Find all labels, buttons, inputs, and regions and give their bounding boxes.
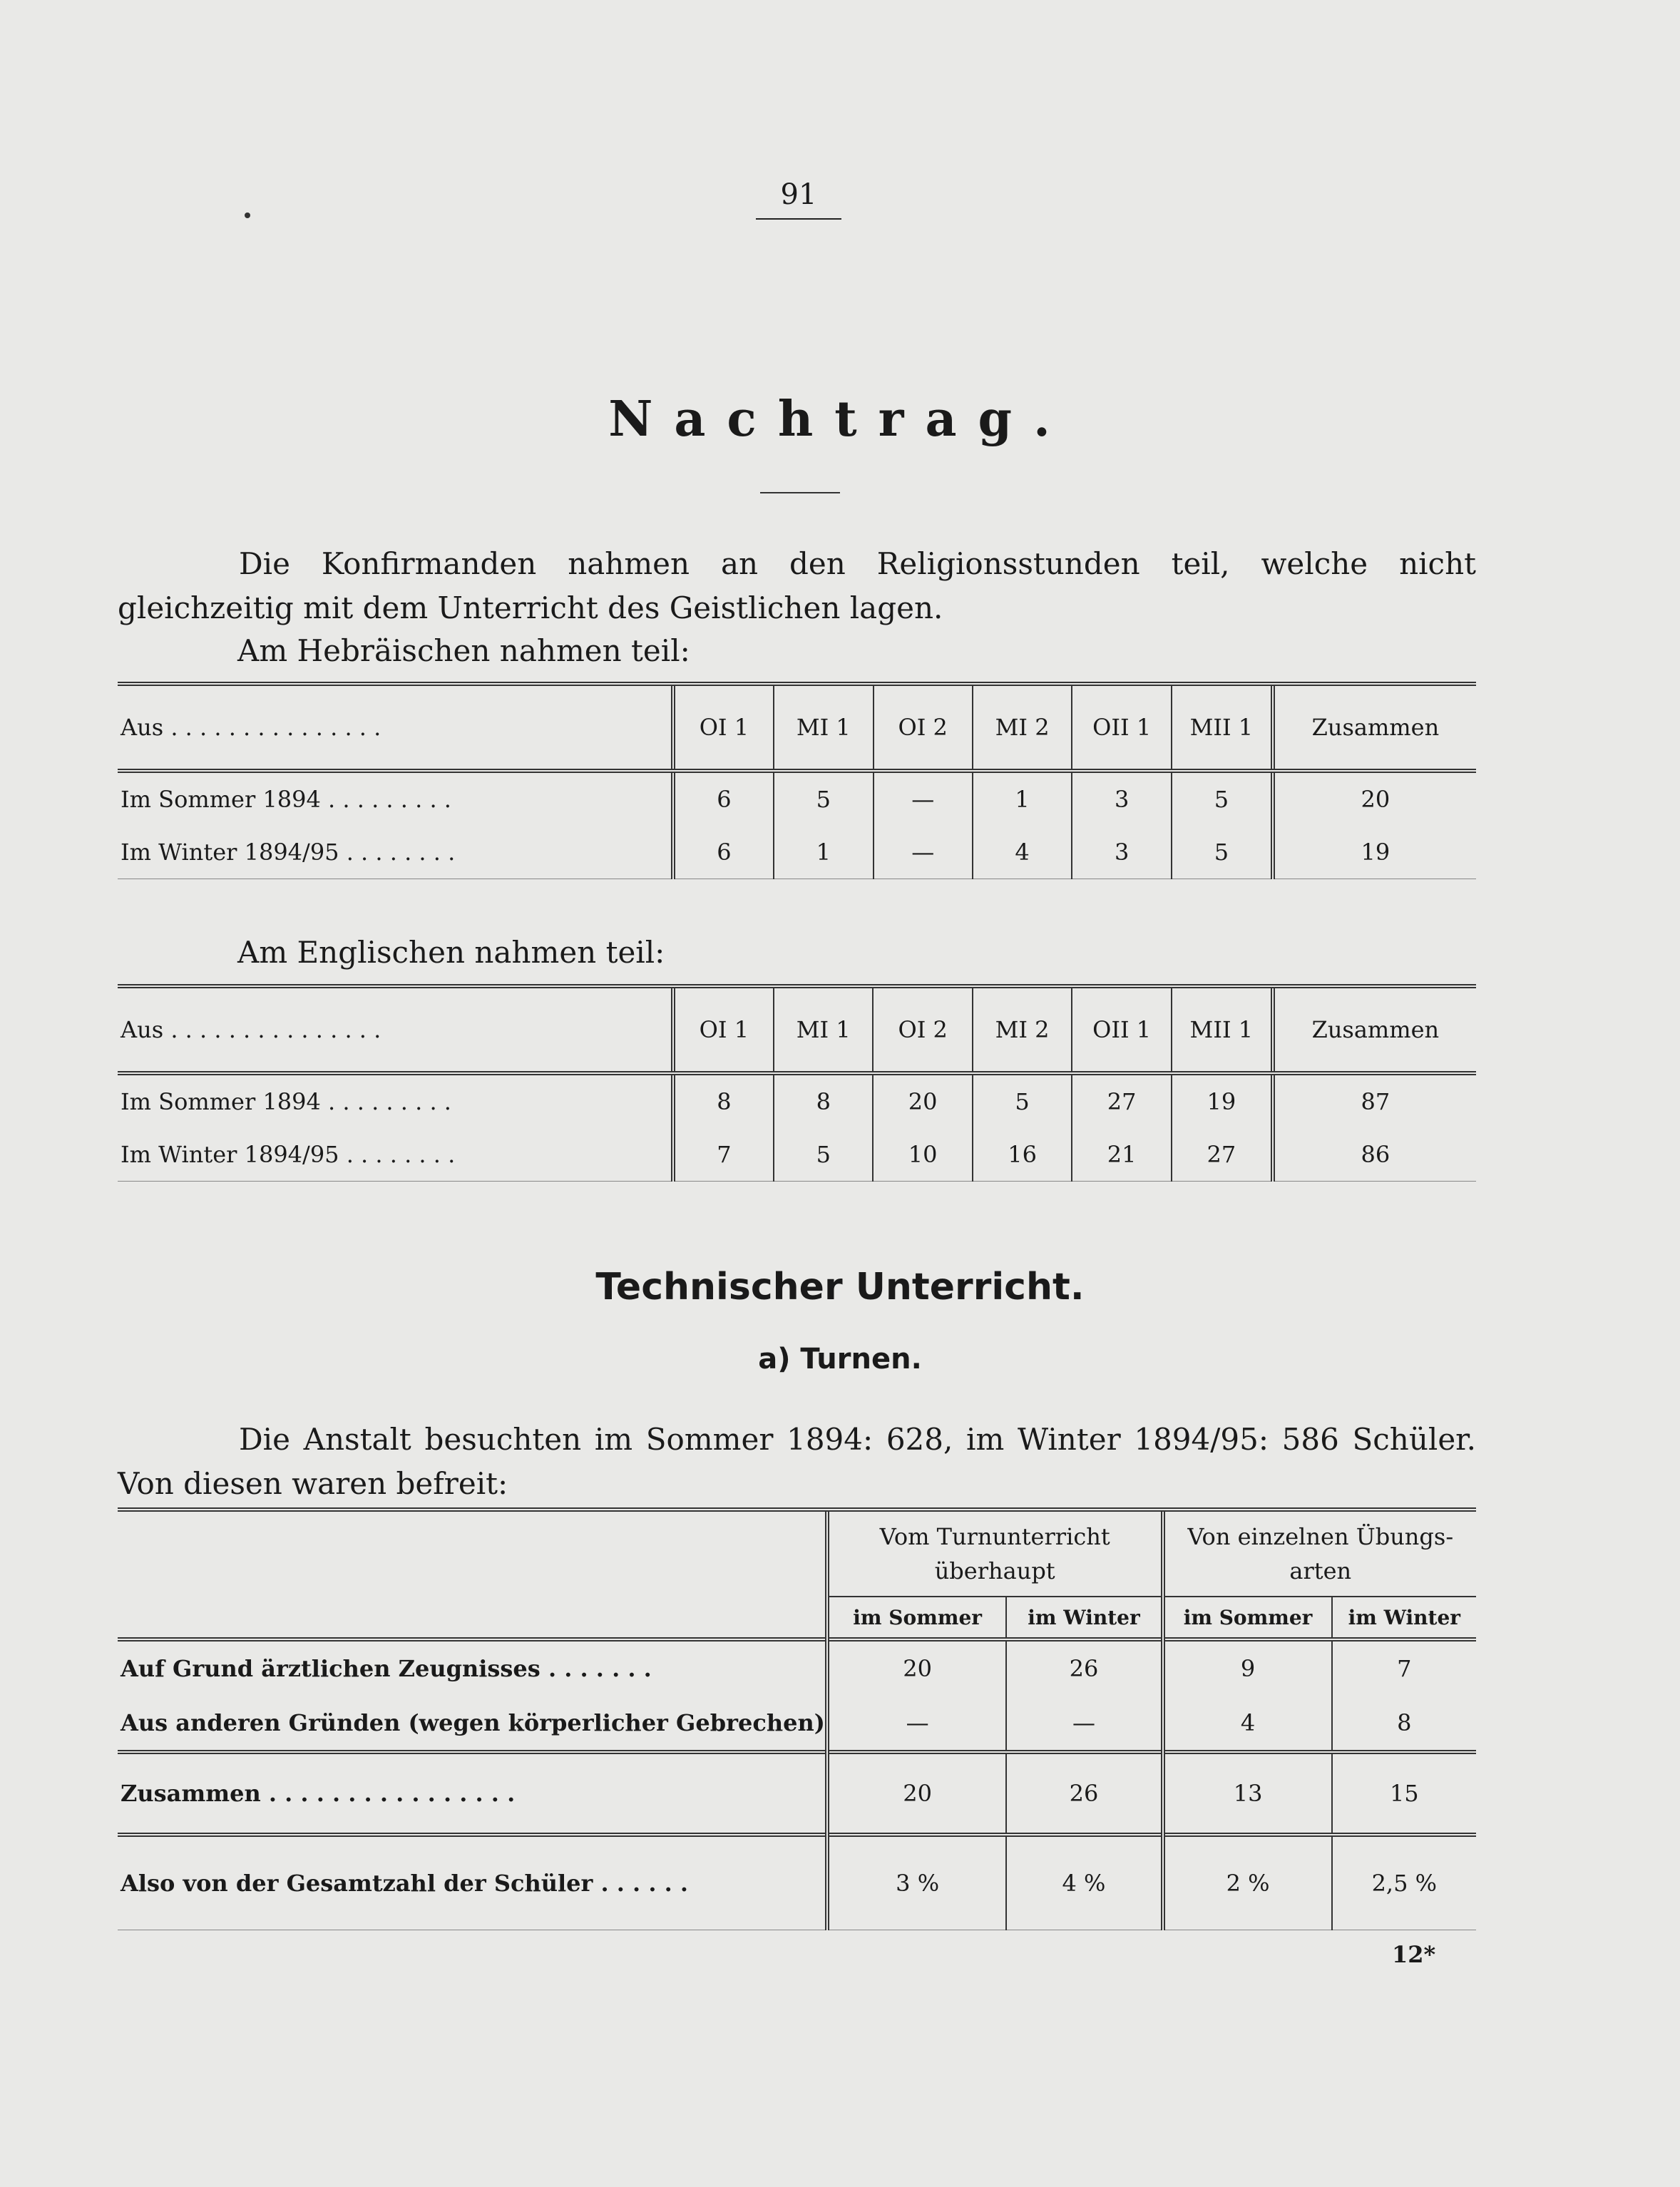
- table-cell: 3 %: [827, 1835, 1007, 1930]
- table-row: [118, 1128, 1476, 1182]
- table-cell: 6: [673, 771, 774, 826]
- table-cell: 13: [1163, 1752, 1332, 1835]
- table-cell: 19: [1172, 1073, 1273, 1128]
- row-label: Im Winter 1894/95 . . . . . . . .: [118, 1128, 673, 1182]
- table-cell: 4 %: [1006, 1835, 1162, 1930]
- table-row: [118, 771, 1476, 826]
- row-label: Aus anderen Gründen (wegen körperlicher Gebrechen): [121, 1709, 825, 1736]
- table-row: [118, 1696, 1476, 1752]
- row-label: Auf Grund ärztlichen Zeugnisses . . . . . . .: [118, 1639, 827, 1696]
- hebrew-table: [118, 682, 1476, 879]
- column-header: OI 1: [673, 684, 774, 771]
- row-label: Aus . . . . . . . . . . . . . . .: [118, 986, 673, 1073]
- table-cell: 1: [774, 826, 873, 879]
- table-cell-total: 20: [1273, 771, 1476, 826]
- column-header: MI 1: [774, 684, 873, 771]
- column-header-total: Zusammen: [1273, 684, 1476, 771]
- intro-paragraph: Die Konfirmanden nahmen an den Religionsstunden teil, welche nicht gleichzeitig mit dem Unterricht des Geistlichen lagen.: [118, 546, 1476, 625]
- table-cell: 20: [827, 1639, 1007, 1696]
- table-cell: 5: [774, 771, 873, 826]
- table-row: [118, 1073, 1476, 1128]
- attendance-paragraph: Die Anstalt besuchten im Sommer 1894: 628, im Winter 1894/95: 586 Schüler. Von diesen waren befreit:: [118, 1422, 1476, 1501]
- table-cell: —: [874, 826, 973, 879]
- table-cell: 7: [673, 1128, 774, 1182]
- table-total-row: [118, 1752, 1476, 1835]
- table-cell: 6: [673, 826, 774, 879]
- table-cell: 27: [1172, 1128, 1273, 1182]
- english-caption: Am Englischen nahmen teil:: [237, 935, 665, 970]
- table-cell: 4: [1163, 1696, 1332, 1752]
- signature-mark: 12*: [1392, 1941, 1436, 1968]
- column-header: MII 1: [1172, 684, 1273, 771]
- page-number-rule: [756, 218, 841, 220]
- row-label: Zusammen . . . . . . . . . . . . . . . .: [118, 1752, 827, 1835]
- table-cell: —: [827, 1696, 1007, 1752]
- table-cell-total: 87: [1273, 1073, 1476, 1128]
- table-row: [118, 826, 1476, 879]
- column-header: OII 1: [1072, 986, 1172, 1073]
- table-cell: 27: [1072, 1073, 1172, 1128]
- table-cell: 8: [774, 1073, 873, 1128]
- column-header: im Winter: [1332, 1597, 1476, 1639]
- table-cell-total: 86: [1273, 1128, 1476, 1182]
- table-cell: 20: [873, 1073, 972, 1128]
- row-label: Also von der Gesamtzahl der Schüler . . . . . .: [118, 1835, 827, 1930]
- table-cell: 10: [873, 1128, 972, 1182]
- section-title: Nachtrag.: [608, 391, 1072, 448]
- table-row: [118, 1639, 1476, 1696]
- row-label: Im Sommer 1894 . . . . . . . . .: [121, 786, 451, 813]
- row-label-empty: [118, 1510, 827, 1639]
- table-cell: 8: [673, 1073, 774, 1128]
- column-header: im Winter: [1006, 1597, 1162, 1639]
- row-label: Aus . . . . . . . . . . . . . . .: [118, 684, 673, 771]
- table-header-row: [118, 684, 1476, 771]
- page-number: 91: [780, 178, 817, 211]
- table-cell: 3: [1072, 826, 1172, 879]
- table-cell: 5: [774, 1128, 873, 1182]
- title-rule: [760, 492, 840, 493]
- column-header: OI 1: [673, 986, 774, 1073]
- table-cell: —: [1006, 1696, 1162, 1752]
- table-cell: 15: [1332, 1752, 1476, 1835]
- table-cell: 9: [1163, 1639, 1332, 1696]
- table-cell: 5: [973, 1073, 1072, 1128]
- table-cell: 8: [1332, 1696, 1476, 1752]
- table-cell: 5: [1172, 771, 1273, 826]
- table-cell: 3: [1072, 771, 1172, 826]
- exemption-table: [118, 1507, 1476, 1930]
- table-percent-row: [118, 1835, 1476, 1930]
- table-cell: 2,5 %: [1332, 1835, 1476, 1930]
- table-cell: 21: [1072, 1128, 1172, 1182]
- table-cell: 20: [827, 1752, 1007, 1835]
- technical-heading: Technischer Unterricht.: [595, 1266, 1085, 1308]
- hebrew-caption: Am Hebräischen nahmen teil:: [237, 633, 690, 668]
- english-table: [118, 984, 1476, 1182]
- column-header: MI 2: [973, 986, 1072, 1073]
- table-cell: 7: [1332, 1639, 1476, 1696]
- turnen-subheading: a) Turnen.: [758, 1343, 922, 1376]
- group-header: Vom Turnunterricht überhaupt: [827, 1510, 1163, 1597]
- row-label: Im Winter 1894/95 . . . . . . . .: [118, 826, 673, 879]
- column-header-total: Zusammen: [1273, 986, 1476, 1073]
- table-header-row: [118, 986, 1476, 1073]
- table-cell: 2 %: [1163, 1835, 1332, 1930]
- column-header: im Sommer: [827, 1597, 1007, 1639]
- table-cell: 26: [1006, 1752, 1162, 1835]
- column-header: im Sommer: [1163, 1597, 1332, 1639]
- column-header: MI 2: [973, 684, 1072, 771]
- table-cell: 26: [1006, 1639, 1162, 1696]
- column-header: MII 1: [1172, 986, 1273, 1073]
- table-cell: 16: [973, 1128, 1072, 1182]
- table-cell: —: [874, 771, 973, 826]
- table-cell: 4: [973, 826, 1072, 879]
- column-header: MI 1: [774, 986, 873, 1073]
- table-cell: 1: [973, 771, 1072, 826]
- table-group-header-row: [118, 1510, 1476, 1597]
- table-cell: 5: [1172, 826, 1273, 879]
- group-header: Von einzelnen Übungs- arten: [1163, 1510, 1476, 1597]
- column-header: OI 2: [874, 684, 973, 771]
- ink-dot: [245, 212, 250, 218]
- row-label: Im Sommer 1894 . . . . . . . . .: [121, 1088, 451, 1115]
- table-cell-total: 19: [1273, 826, 1476, 879]
- column-header: OI 2: [873, 986, 972, 1073]
- column-header: OII 1: [1072, 684, 1172, 771]
